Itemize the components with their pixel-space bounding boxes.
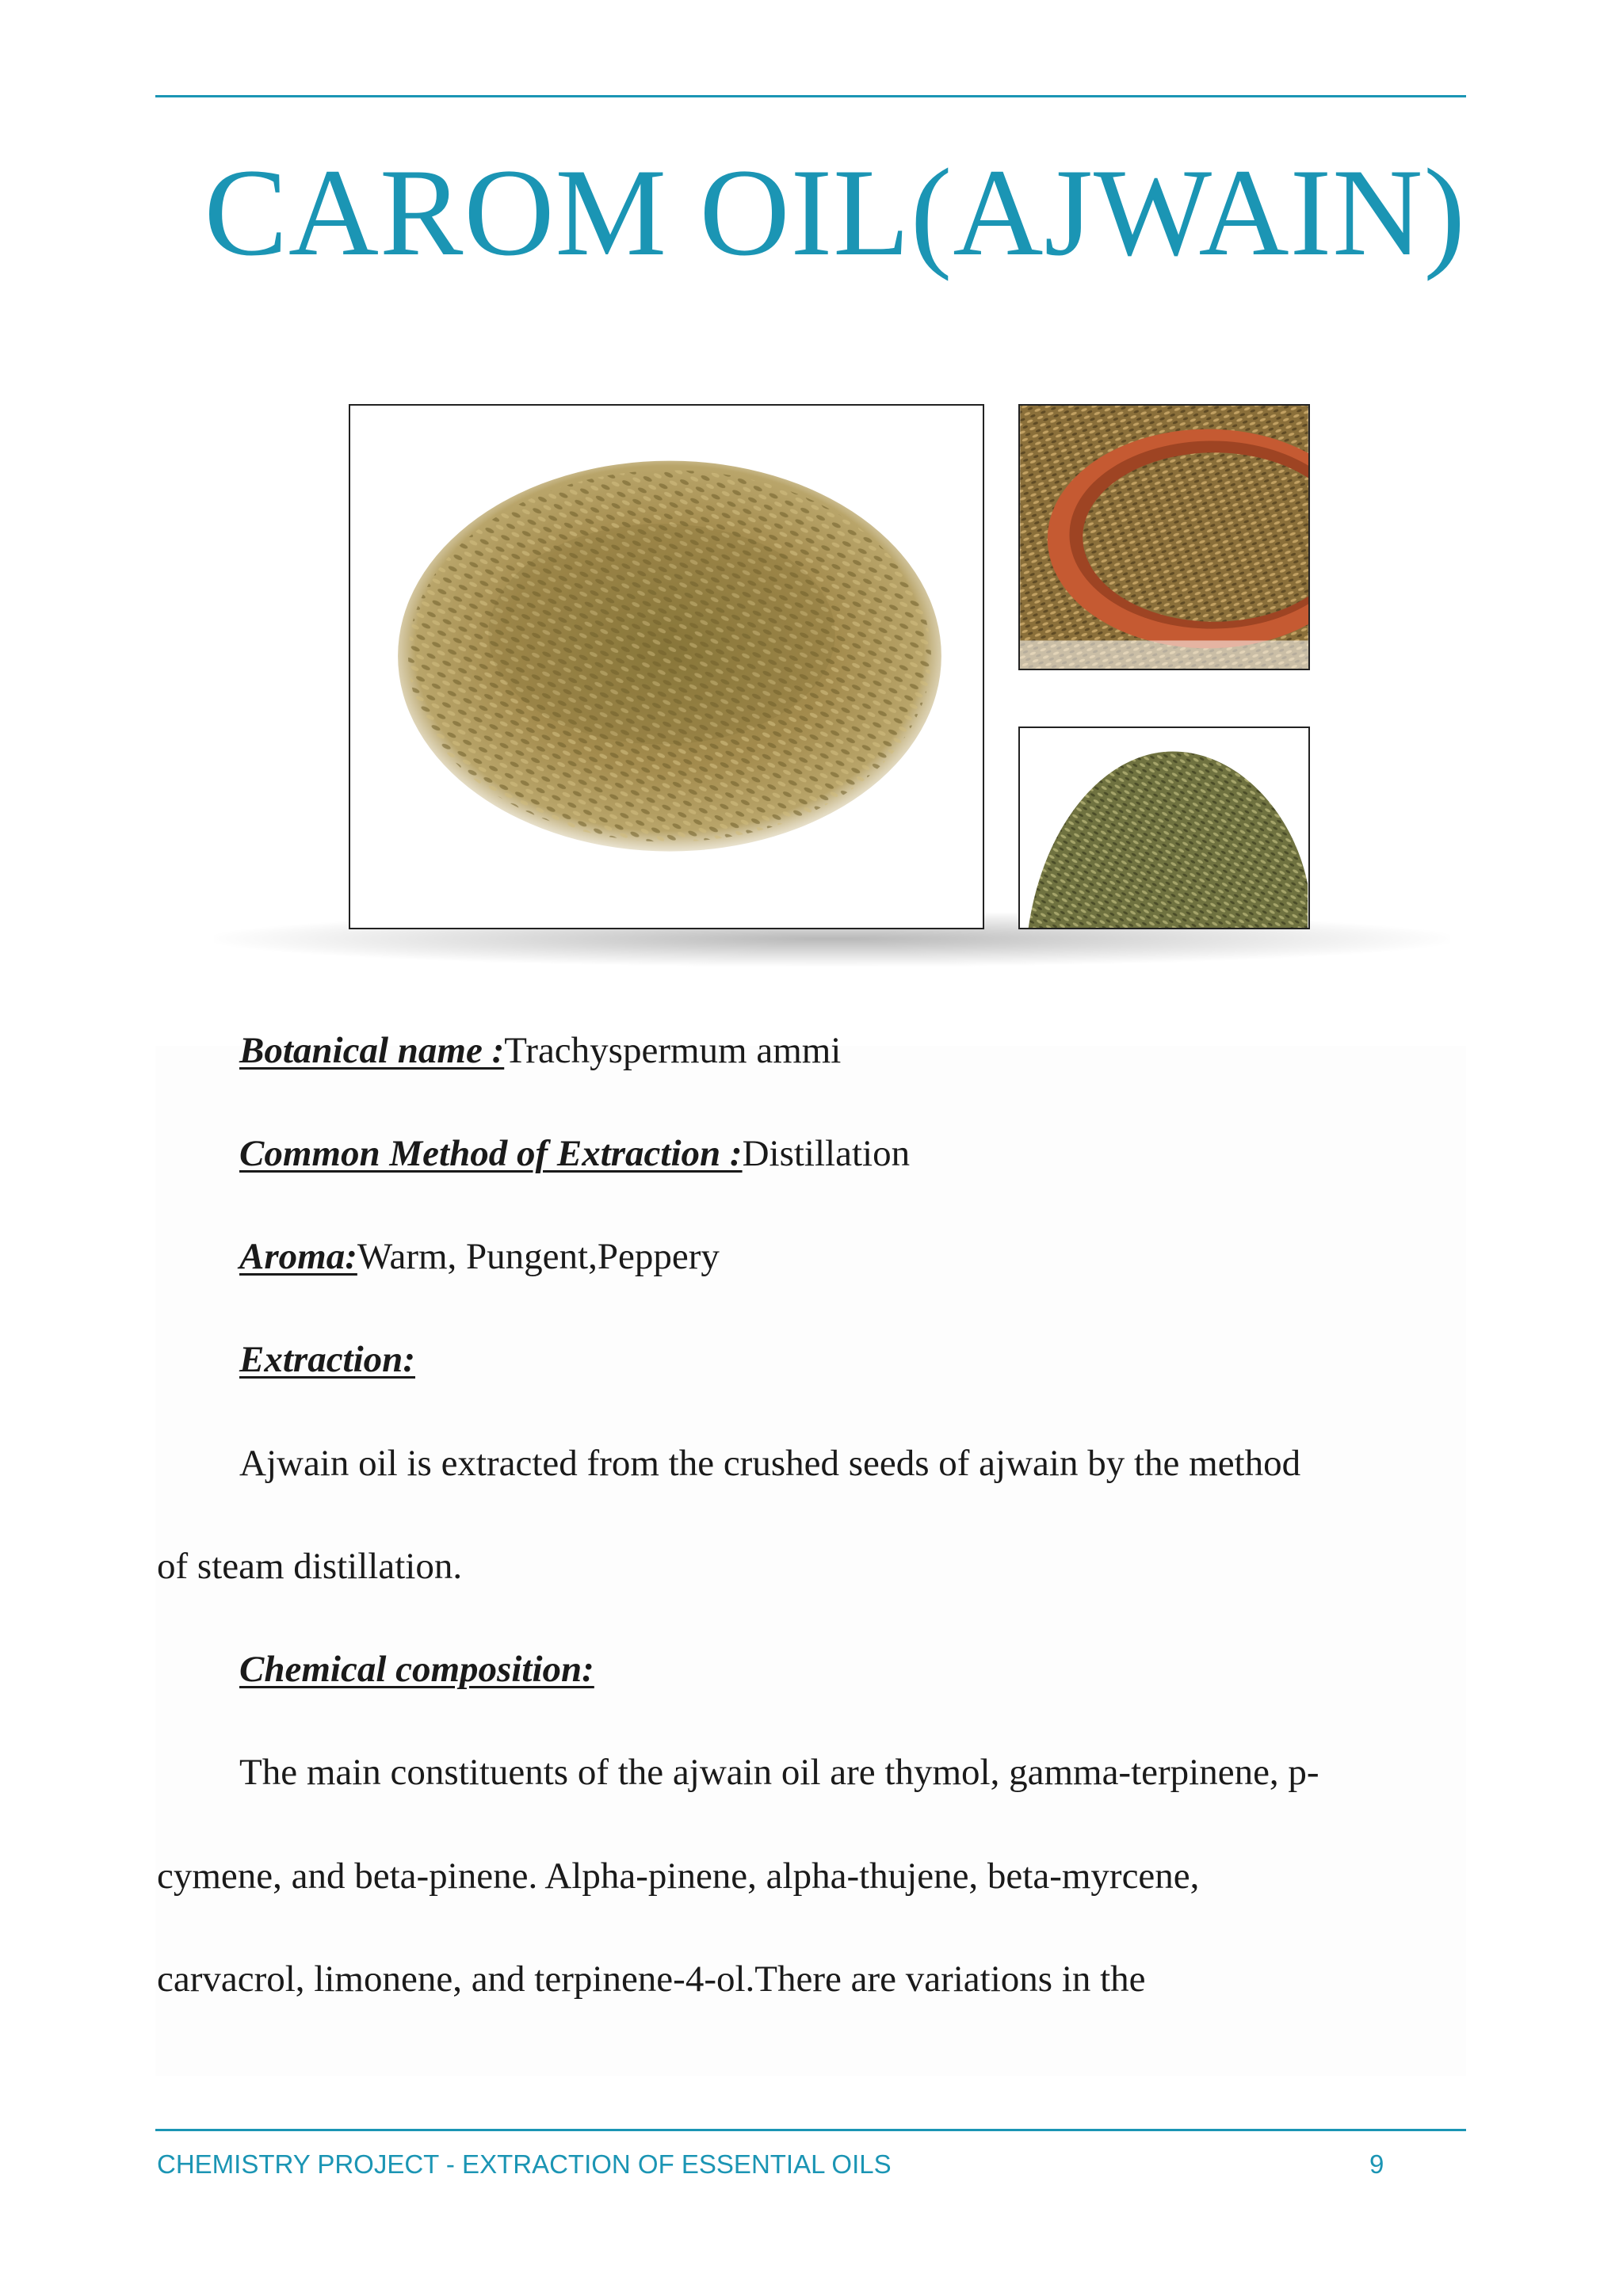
page-number: 9	[1369, 2149, 1384, 2179]
chemical-paragraph-line-1: The main constituents of the ajwain oil are thymol, gamma-terpinene, p-	[239, 1752, 1319, 1793]
botanical-name-value: Trachyspermum ammi	[504, 1030, 842, 1071]
extraction-method-value: Distillation	[742, 1133, 911, 1174]
extraction-heading: Extraction:	[239, 1339, 415, 1380]
extraction-paragraph-line-2: of steam distillation.	[157, 1546, 463, 1587]
page-title: CAROM OIL(AJWAIN)	[204, 143, 1466, 282]
ajwain-clay-bowl-photo	[1018, 404, 1310, 670]
extraction-paragraph-line-1: Ajwain oil is extracted from the crushed seeds of ajwain by the method	[239, 1443, 1301, 1484]
botanical-name-label: Botanical name :	[239, 1030, 505, 1071]
aroma-label: Aroma:	[239, 1236, 357, 1277]
aroma-line	[239, 1238, 720, 1276]
footer-title: CHEMISTRY PROJECT - EXTRACTION OF ESSENTIAL OILS	[157, 2149, 892, 2179]
chemical-heading-line	[239, 1651, 594, 1688]
extraction-method-label: Common Method of Extraction :	[239, 1133, 743, 1174]
ajwain-seed-pile-photo	[349, 404, 984, 929]
footer-rule	[155, 2129, 1466, 2131]
botanical-name-line	[239, 1032, 841, 1070]
chemical-paragraph-line-2: cymene, and beta-pinene. Alpha-pinene, alpha-thujene, beta-myrcene,	[157, 1855, 1200, 1897]
header-rule	[155, 95, 1466, 97]
aroma-value: Warm, Pungent,Peppery	[357, 1236, 720, 1277]
extraction-method-line	[239, 1135, 910, 1173]
chemical-composition-heading: Chemical composition:	[239, 1649, 594, 1690]
ajwain-green-heap-photo	[1018, 727, 1310, 929]
chemical-paragraph-line-3: carvacrol, limonene, and terpinene-4-ol.There are variations in the	[157, 1958, 1146, 2000]
extraction-heading-line	[239, 1341, 415, 1379]
